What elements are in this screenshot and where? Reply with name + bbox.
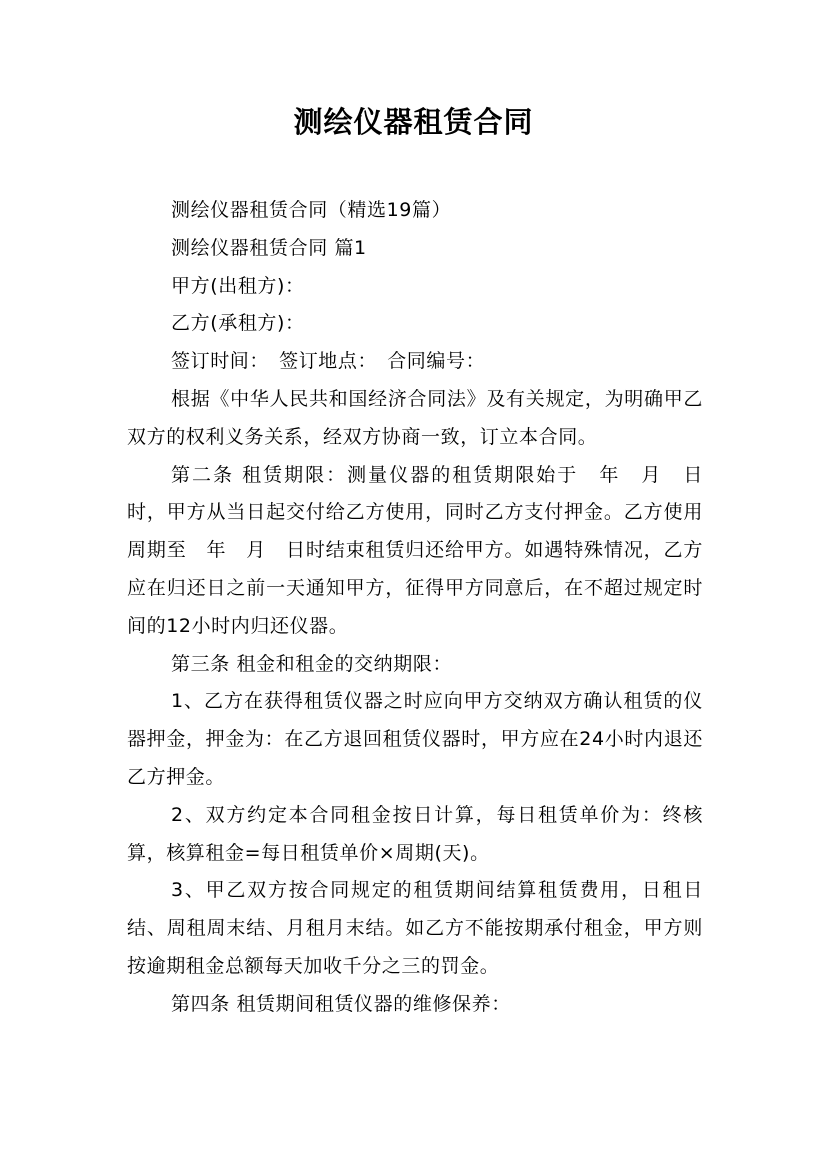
paragraph-article-3-heading: 第三条 租金和租金的交纳期限： bbox=[171, 652, 453, 675]
document-title: 测绘仪器租赁合同 bbox=[293, 105, 534, 139]
paragraph-article-4-heading: 第四条 租赁期间租赁仪器的维修保养： bbox=[171, 992, 511, 1015]
paragraph-article-3-item-1: 1、乙方在获得租赁仪器之时应向甲方交纳双方确认租赁的仪器押金，押金为：在乙方退回租赁仪器时，甲方应在24小时内退还乙方押金。 bbox=[127, 690, 703, 788]
paragraph-subtitle: 测绘仪器租赁合同（精选19篇） bbox=[171, 199, 452, 221]
paragraph-signing-info: 签订时间： 签订地点： 合同编号： bbox=[171, 350, 486, 373]
paragraph-article-2: 第二条 租赁期限：测量仪器的租赁期限始于 年 月 日时，甲方从当日起交付给乙方使用，同时乙方支付押金。乙方使用周期至 年 月 日时结束租赁归还给甲方。如遇特殊情况，乙方应在归还日之前一天通知甲方，征得甲方同意后，在不超过规定时间的12小时内归还仪器。 bbox=[127, 463, 703, 637]
paragraph-party-a: 甲方(出租方)： bbox=[171, 274, 305, 297]
document-body bbox=[127, 192, 703, 1024]
paragraph-section-heading: 测绘仪器租赁合同 篇1 bbox=[171, 236, 367, 259]
paragraph-preamble: 根据《中华人民共和国经济合同法》及有关规定，为明确甲乙双方的权利义务关系，经双方协商一致，订立本合同。 bbox=[127, 387, 703, 448]
paragraph-article-3-item-2: 2、双方约定本合同租金按日计算，每日租赁单价为：终核算，核算租金=每日租赁单价×周期(天)。 bbox=[127, 803, 703, 864]
paragraph-article-3-item-3: 3、甲乙双方按合同规定的租赁期间结算租赁费用，日租日结、周租周末结、月租月末结。如乙方不能按期承付租金，甲方则按逾期租金总额每天加收千分之三的罚金。 bbox=[127, 879, 703, 977]
paragraph-party-b: 乙方(承租方)： bbox=[171, 312, 305, 335]
